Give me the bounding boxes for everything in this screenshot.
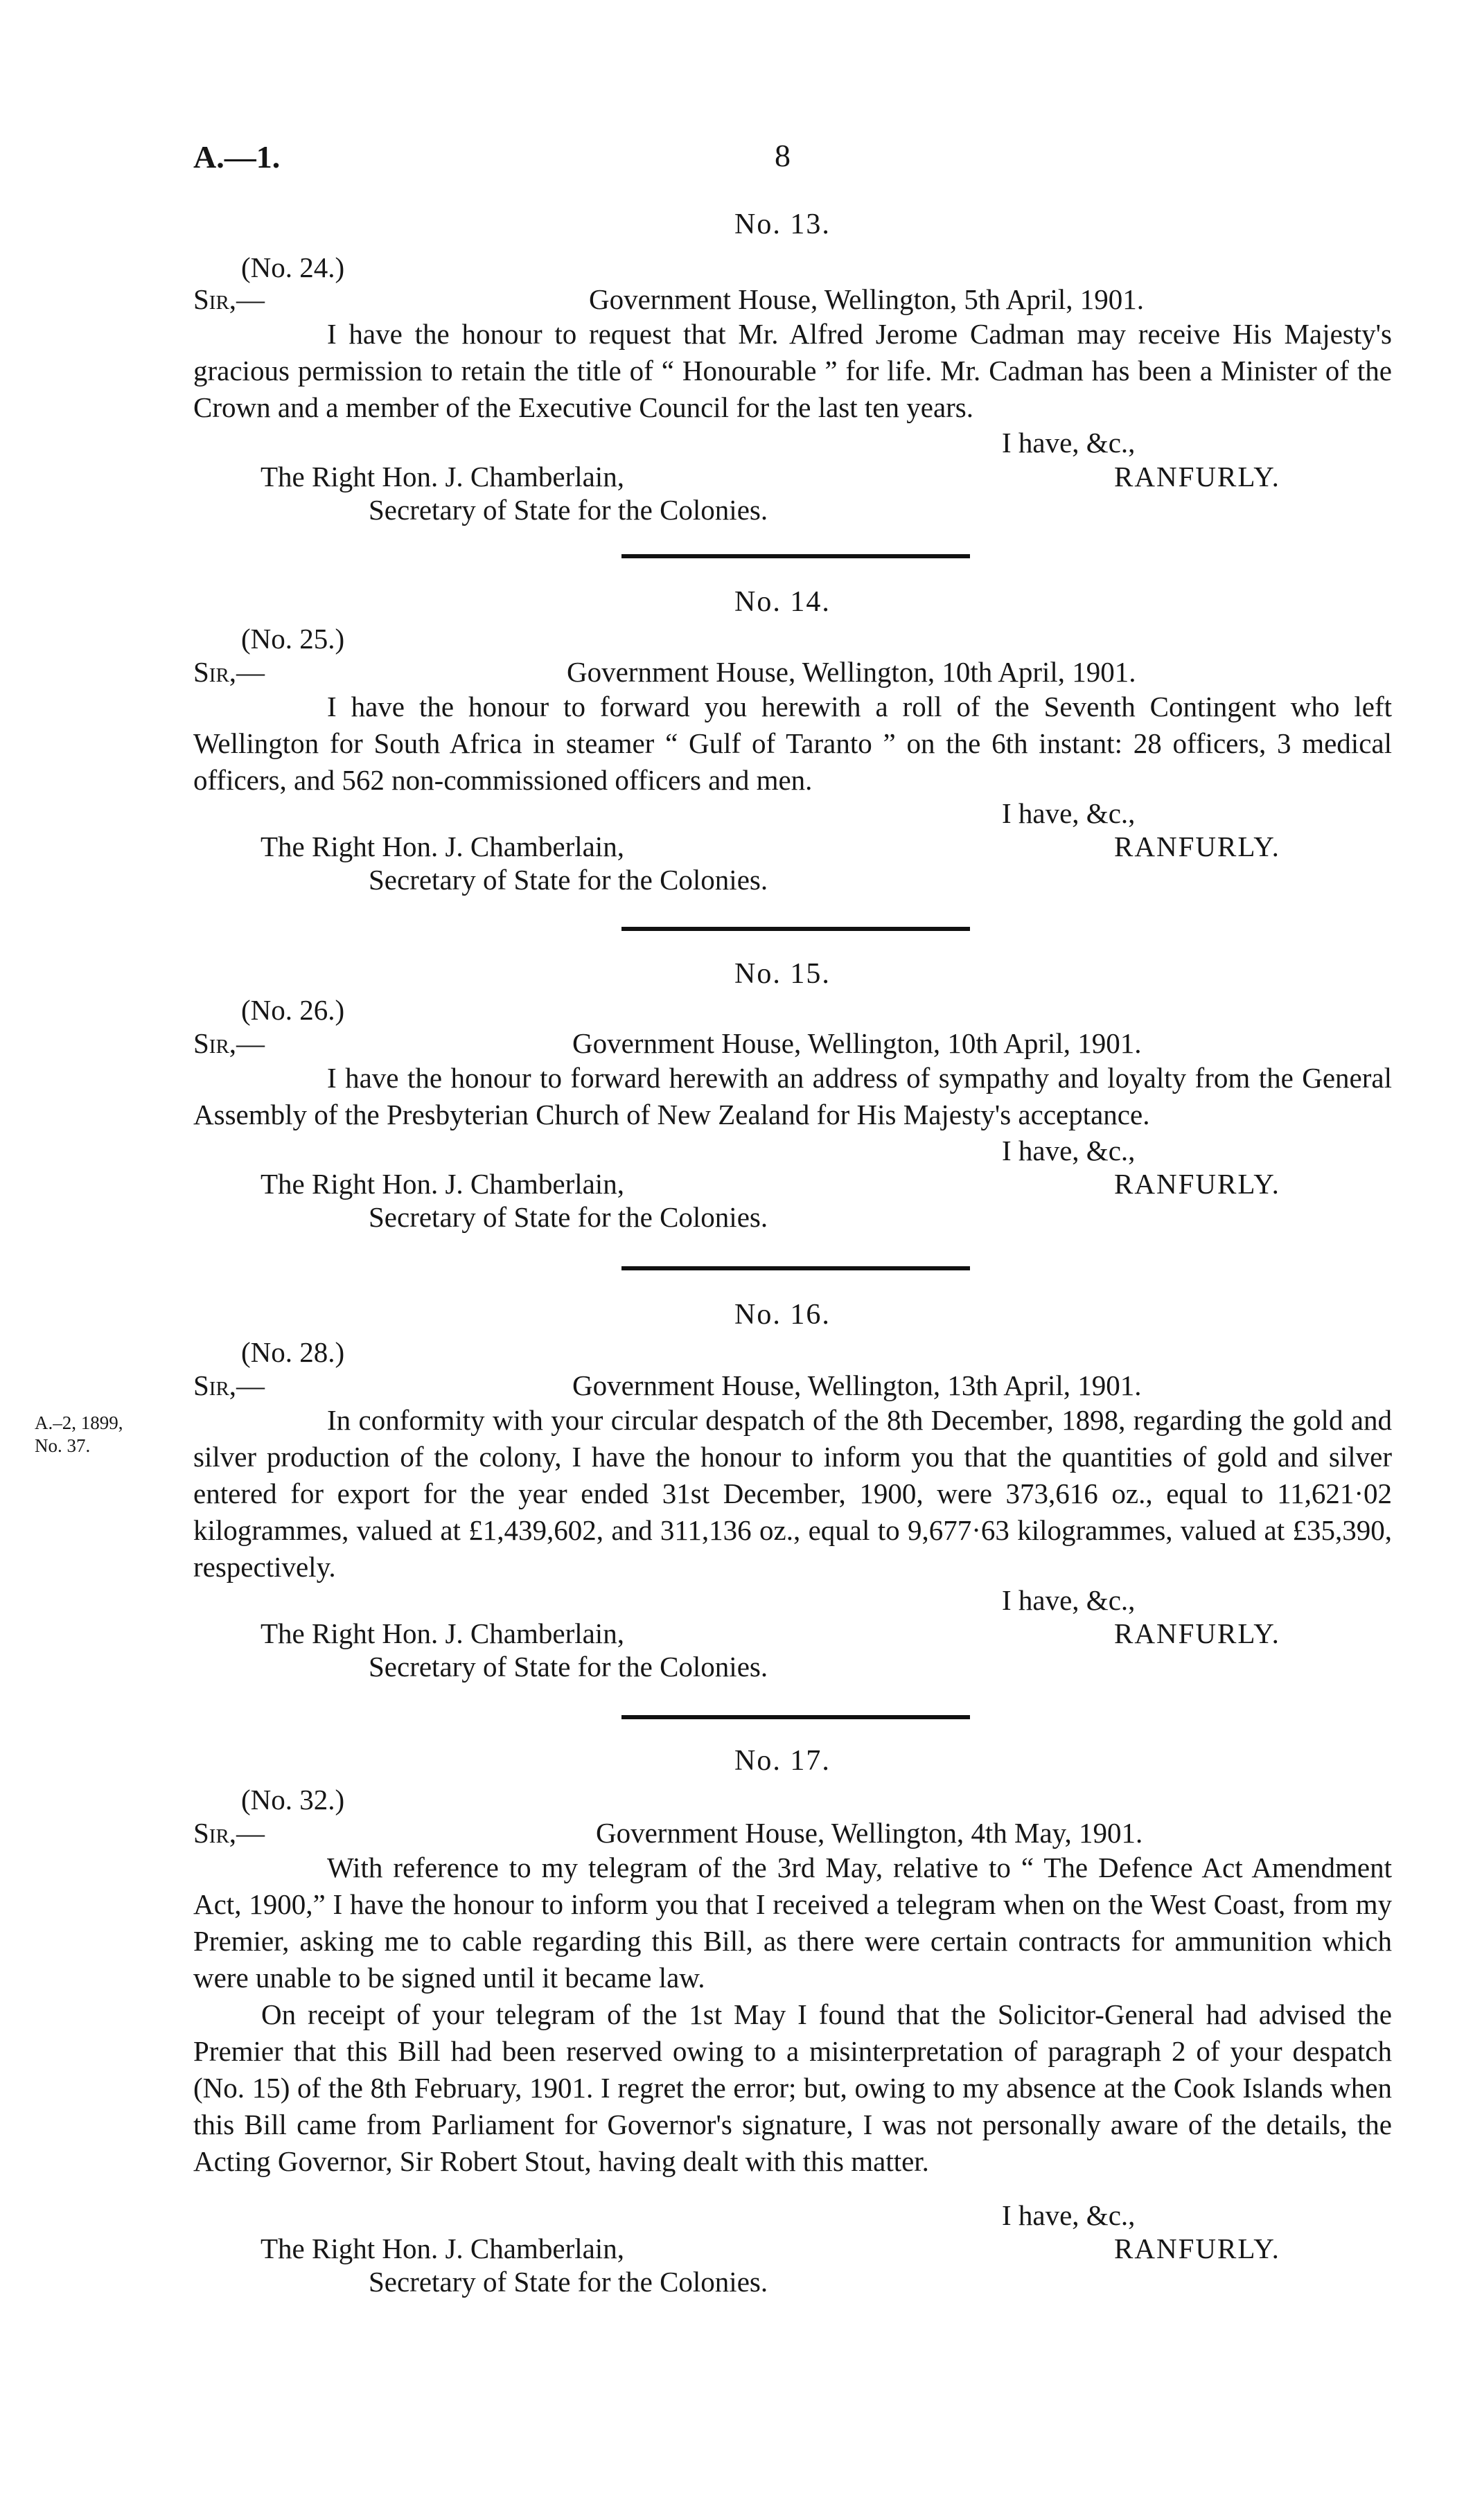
closing: I have, &c., (1002, 1135, 1136, 1166)
addressee: The Right Hon. J. Chamberlain, (261, 1168, 624, 1200)
addressee: The Right Hon. J. Chamberlain, (261, 461, 624, 493)
section-divider (621, 1715, 970, 1719)
letter-number: No. 15. (734, 958, 831, 990)
despatch-reference: (No. 26.) (241, 994, 345, 1026)
closing: I have, &c., (1002, 427, 1136, 459)
addressee: The Right Hon. J. Chamberlain, (261, 831, 624, 862)
place-and-date: Government House, Wellington, 10th April, 1901. (567, 656, 1136, 688)
closing: I have, &c., (1002, 797, 1136, 829)
paragraph: On receipt of your telegram of the 1st May I found that the Solicitor-General had advised the Premier that this Bill had been reserved owing to a misinterpretation of paragraph 2 of your despatch (No. 15) of the 8th February, 1901. I regret the error; but, owing to my absence at the Cook Islands when this Bill came from Parliament for Governor's signature, I was not personally aware of the details, the Acting Governor, Sir Robert Stout, having dealt with this matter. (193, 1998, 1392, 2177)
letter-number: No. 17. (734, 1745, 831, 1777)
letter-body (193, 1402, 1392, 1586)
paragraph: With reference to my telegram of the 3rd May, relative to “ The Defence Act Amendment Act, 1900,” I have the honour to inform you that I received a telegram when on the West Coast, from my Premier, asking me to cable regarding this Bill, as there were certain contracts for ammunition which were unable to be signed until it became law. (193, 1852, 1392, 1994)
page-number: 8 (775, 138, 791, 173)
signature: RANFURLY. (1114, 1168, 1280, 1200)
section-divider (621, 927, 970, 931)
margin-note-line: No. 37. (35, 1435, 91, 1456)
salutation: Sir,— (193, 1817, 265, 1849)
closing: I have, &c., (1002, 2199, 1136, 2231)
closing: I have, &c., (1002, 1584, 1136, 1616)
letter-number: No. 16. (734, 1299, 831, 1331)
salutation: Sir,— (193, 1369, 265, 1401)
signature: RANFURLY. (1114, 2233, 1280, 2264)
despatch-reference: (No. 32.) (241, 1784, 345, 1816)
salutation: Sir,— (193, 656, 265, 688)
signature: RANFURLY. (1114, 831, 1280, 862)
paragraph: I have the honour to forward herewith an address of sympathy and loyalty from the General Assembly of the Presbyterian Church of New Zealand for His Majesty's acceptance. (193, 1062, 1392, 1130)
addressee-title: Secretary of State for the Colonies. (369, 494, 768, 526)
addressee-title: Secretary of State for the Colonies. (369, 1201, 768, 1233)
letter-body (193, 689, 1392, 799)
paragraph: I have the honour to forward you herewith a roll of the Seventh Contingent who left Wellington for South Africa in steamer “ Gulf of Taranto ” on the 6th instant: 28 officers, 3 medical officers, and 562 non-commissioned officers and men. (193, 691, 1392, 796)
section-divider (621, 554, 970, 558)
despatch-reference: (No. 28.) (241, 1336, 345, 1368)
despatch-reference: (No. 24.) (241, 251, 345, 283)
signature: RANFURLY. (1114, 461, 1280, 493)
margin-reference-note (35, 1412, 123, 1457)
section-divider (621, 1266, 970, 1270)
paragraph: I have the honour to request that Mr. Alfred Jerome Cadman may receive His Majesty's gracious permission to retain the title of “ Honourable ” for life. Mr. Cadman has been a Minister of the Crown and a member of the Executive Council for the last ten years. (193, 318, 1392, 423)
place-and-date: Government House, Wellington, 10th April, 1901. (572, 1027, 1142, 1059)
letter-body (193, 1060, 1392, 1133)
addressee: The Right Hon. J. Chamberlain, (261, 2233, 624, 2264)
letter-number: No. 14. (734, 586, 831, 618)
addressee-title: Secretary of State for the Colonies. (369, 864, 768, 896)
signature: RANFURLY. (1114, 1617, 1280, 1649)
addressee: The Right Hon. J. Chamberlain, (261, 1617, 624, 1649)
salutation: Sir,— (193, 1027, 265, 1059)
letter-body (193, 316, 1392, 426)
despatch-reference: (No. 25.) (241, 623, 345, 655)
paragraph: In conformity with your circular despatch of the 8th December, 1898, regarding the gold and silver production of the colony, I have the honour to inform you that the quantities of gold and silver entered for export for the year ended 31st December, 1900, were 373,616 oz., equal to 11,621·02 kilogrammes, valued at £1,439,602, and 311,136 oz., equal to 9,677·63 kilogrammes, valued at £35,390, respectively. (193, 1404, 1392, 1583)
letter-number: No. 13. (734, 208, 831, 240)
place-and-date: Government House, Wellington, 5th April, 1901. (589, 283, 1145, 315)
margin-note-line: A.–2, 1899, (35, 1412, 123, 1433)
addressee-title: Secretary of State for the Colonies. (369, 2266, 768, 2298)
letter-body (193, 1849, 1392, 2180)
document-code: A.—1. (193, 139, 281, 175)
salutation: Sir,— (193, 283, 265, 315)
place-and-date: Government House, Wellington, 4th May, 1901. (596, 1817, 1143, 1849)
place-and-date: Government House, Wellington, 13th April, 1901. (572, 1369, 1142, 1401)
addressee-title: Secretary of State for the Colonies. (369, 1651, 768, 1683)
